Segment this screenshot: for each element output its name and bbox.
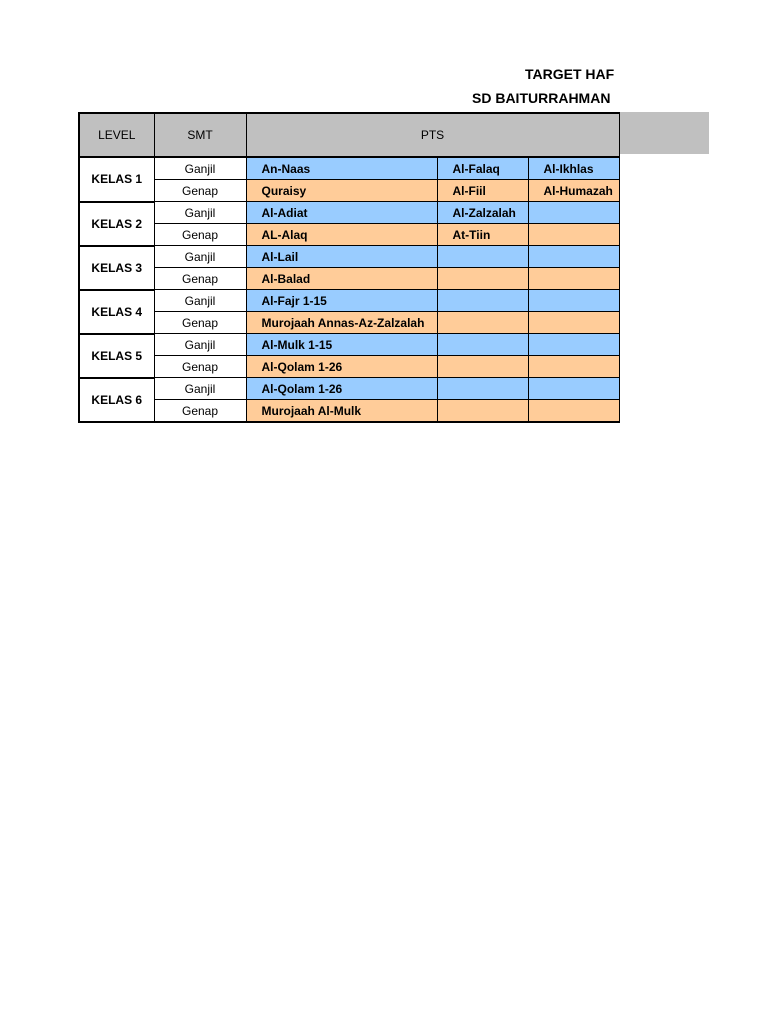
surah-cell[interactable] [528,356,619,378]
semester-cell[interactable]: Genap [154,312,246,334]
surah-cell[interactable]: Al-Zalzalah [437,202,528,224]
surah-cell[interactable]: Al-Fiil [437,180,528,202]
header-pts[interactable]: PTS [246,113,619,157]
header-level[interactable]: LEVEL [79,113,154,157]
surah-cell[interactable]: Murojaah Annas-Az-Zalzalah [246,312,437,334]
semester-cell[interactable]: Ganjil [154,246,246,268]
table-row [79,356,619,378]
header-row [79,113,619,157]
table-row [79,378,619,400]
table-row [79,268,619,290]
surah-cell[interactable]: Murojaah Al-Mulk [246,400,437,423]
semester-cell[interactable]: Ganjil [154,157,246,180]
table-row [79,312,619,334]
surah-cell[interactable]: Al-Fajr 1-15 [246,290,437,312]
surah-cell[interactable] [437,400,528,423]
semester-cell[interactable]: Genap [154,180,246,202]
level-cell[interactable]: KELAS 4 [79,290,154,334]
table-row [79,202,619,224]
surah-cell[interactable]: AL-Alaq [246,224,437,246]
surah-cell[interactable] [528,268,619,290]
target-table [78,112,620,423]
surah-cell[interactable] [437,356,528,378]
page-subtitle: SD BAITURRAHMAN [472,90,611,106]
level-cell[interactable]: KELAS 6 [79,378,154,423]
table-body [79,157,619,422]
surah-cell[interactable]: Al-Qolam 1-26 [246,378,437,400]
header-fill-extension [618,112,709,154]
surah-cell[interactable] [528,400,619,423]
surah-cell[interactable] [528,290,619,312]
surah-cell[interactable]: Al-Balad [246,268,437,290]
surah-cell[interactable] [437,378,528,400]
semester-cell[interactable]: Genap [154,268,246,290]
semester-cell[interactable]: Ganjil [154,378,246,400]
surah-cell[interactable] [437,290,528,312]
surah-cell[interactable] [528,246,619,268]
table-row [79,334,619,356]
surah-cell[interactable]: Al-Mulk 1-15 [246,334,437,356]
table-row [79,180,619,202]
surah-cell[interactable]: Al-Falaq [437,157,528,180]
table-row [79,246,619,268]
surah-cell[interactable] [437,334,528,356]
surah-cell[interactable] [528,312,619,334]
table-row [79,157,619,180]
surah-cell[interactable]: Al-Humazah [528,180,619,202]
semester-cell[interactable]: Ganjil [154,290,246,312]
surah-cell[interactable] [437,268,528,290]
surah-cell[interactable]: Quraisy [246,180,437,202]
semester-cell[interactable]: Ganjil [154,202,246,224]
level-cell[interactable]: KELAS 1 [79,157,154,202]
header-smt[interactable]: SMT [154,113,246,157]
table-row [79,224,619,246]
surah-cell[interactable]: Al-Qolam 1-26 [246,356,437,378]
level-cell[interactable]: KELAS 3 [79,246,154,290]
table-row [79,400,619,423]
semester-cell[interactable]: Ganjil [154,334,246,356]
surah-cell[interactable] [437,312,528,334]
level-cell[interactable]: KELAS 2 [79,202,154,246]
surah-cell[interactable] [528,202,619,224]
surah-cell[interactable] [528,378,619,400]
level-cell[interactable]: KELAS 5 [79,334,154,378]
semester-cell[interactable]: Genap [154,400,246,423]
surah-cell[interactable]: An-Naas [246,157,437,180]
surah-cell[interactable] [528,224,619,246]
page-title: TARGET HAF [525,66,615,82]
surah-cell[interactable]: Al-Adiat [246,202,437,224]
semester-cell[interactable]: Genap [154,356,246,378]
surah-cell[interactable]: Al-Ikhlas [528,157,619,180]
title-block [0,0,618,112]
surah-cell[interactable] [437,246,528,268]
surah-cell[interactable] [528,334,619,356]
table-row [79,290,619,312]
semester-cell[interactable]: Genap [154,224,246,246]
surah-cell[interactable]: At-Tiin [437,224,528,246]
surah-cell[interactable]: Al-Lail [246,246,437,268]
